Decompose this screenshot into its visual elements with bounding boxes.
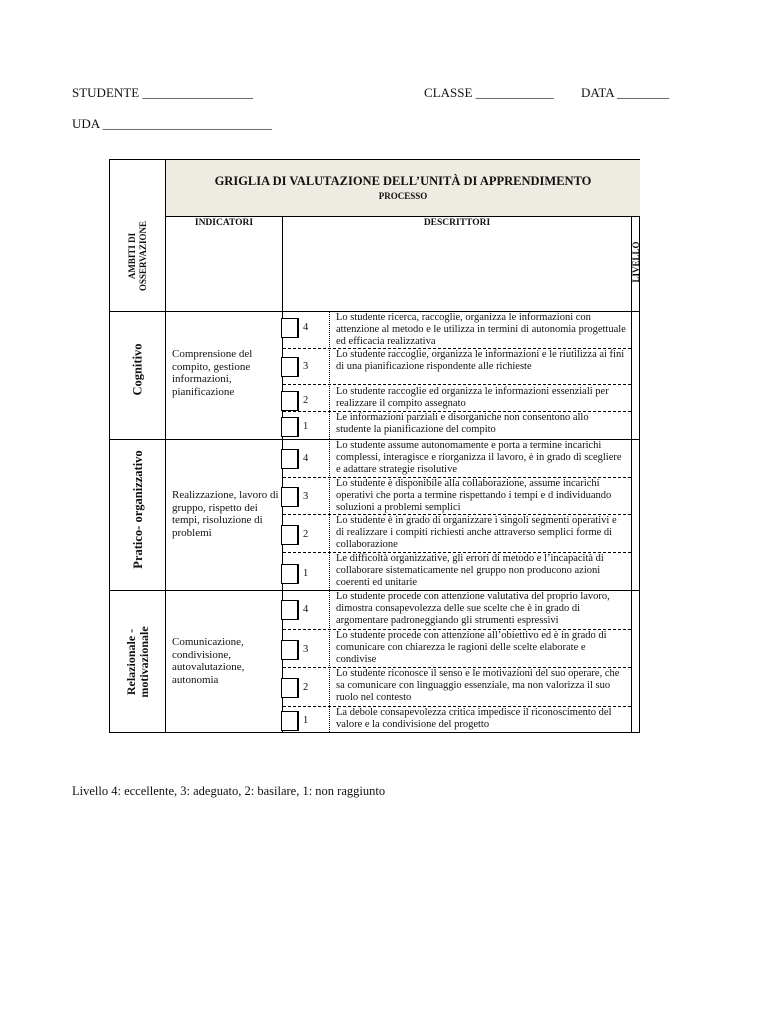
data-field: DATA ________ [581,85,670,100]
area-label-2 [125,596,151,728]
area-label-line: Relazionale - [124,628,138,696]
uda-field: UDA __________________________ [72,116,272,131]
level-number: 4 [303,322,309,333]
area-label-line: Cognitivo [130,343,145,396]
level-checkbox[interactable] [281,564,299,584]
area-label-line: Pratico- organizzativo [130,449,145,569]
descriptor-text: Lo studente è in grado di organizzare i singoli segmenti operativi e di realizzare i compiti richiesti anche attraverso semplici forme di collaborazione [336,515,617,550]
grid-subtitle: PROCESSO [378,191,428,201]
grid-title: GRIGLIA DI VALUTAZIONE DELL’UNITÀ DI APPRENDIMENTO [214,174,592,188]
level-checkbox[interactable] [281,678,299,698]
descriptor-text: Lo studente raccoglie ed organizza le informazioni essenziali per realizzare il compito assegnato [336,386,609,409]
studente-field: STUDENTE _________________ [72,85,253,100]
area-label-1 [132,439,145,580]
indicatori-header: INDICATORI [194,218,254,228]
descriptor-text: Lo studente è disponibile alla collaborazione, assume incarichi operativi che porta a termine rispettando i tempi e d individuando soluzioni a problemi semplici [336,478,612,513]
descriptor-text: Le informazioni parziali e disorganiche non consentono allo studente la pianificazione del compito [336,412,589,435]
level-checkbox[interactable] [281,640,299,660]
level-number: 1 [303,568,309,579]
level-number: 3 [303,361,309,372]
ambiti-header: AMBITI DI OSSERVAZIONE [127,220,148,292]
indicators-text: Comunicazione, condivisione, autovalutazione, autonomia [172,636,245,686]
area-label-line: motivazionale [137,626,151,698]
level-checkbox[interactable] [281,487,299,507]
level-number: 4 [303,453,309,464]
level-number: 4 [303,604,309,615]
descrittori-header: DESCRITTORI [423,218,491,228]
level-checkbox[interactable] [281,417,299,437]
level-checkbox[interactable] [281,525,299,545]
level-checkbox[interactable] [281,391,299,411]
level-legend: Livello 4: eccellente, 3: adeguato, 2: basilare, 1: non raggiunto [72,784,386,798]
level-checkbox[interactable] [281,600,299,620]
descriptor-text: Lo studente assume autonomamente e porta a termine incarichi complessi, interagisce e riorganizza il lavoro, è in grado di scegliere e adattare strategie risolutive [336,440,622,475]
evaluation-grid [109,159,640,733]
level-checkbox[interactable] [281,357,299,377]
descriptor-text: Lo studente procede con attenzione valutativa del proprio lavoro, dimostra consapevolezza delle sue scelte che è in grado di argomentare padroneggiando gli strumenti espressivi [336,591,610,626]
level-number: 1 [303,715,309,726]
level-number: 3 [303,491,309,502]
level-number: 1 [303,421,309,432]
level-checkbox[interactable] [281,318,299,338]
level-number: 2 [303,395,309,406]
descriptor-text: Le difficoltà organizzative, gli errori di metodo e l’incapacità di collaborare sistematicamente nel gruppo non producono azioni coerenti ed unitarie [336,553,604,588]
descriptor-text: La debole consapevolezza critica impedisce il riconoscimento del valore e la condivisione del progetto [336,707,612,730]
indicators-text: Realizzazione, lavoro di gruppo, rispetto dei tempi, risoluzione di problemi [172,489,279,539]
descriptor-text: Lo studente ricerca, raccoglie, organizza le informazioni con attenzione al metodo e le utilizza in termini di autonomia progettuale ed efficacia realizzativa [336,312,626,347]
classe-field: CLASSE ____________ [424,85,554,100]
livello-header: LIVELLO [631,241,641,283]
level-number: 2 [303,529,309,540]
level-checkbox[interactable] [281,711,299,731]
level-checkbox[interactable] [281,449,299,469]
indicators-text: Comprensione del compito, gestione informazioni, pianificazione [172,348,253,398]
level-divider [329,590,330,732]
area-label-0 [132,311,145,429]
descriptor-text: Lo studente raccoglie, organizza le informazioni e le riutilizza ai fini di una pianificazione rispondente alle richieste [336,349,625,372]
row-separator [283,384,631,385]
level-number: 2 [303,682,309,693]
level-divider [329,439,330,590]
descriptor-text: Lo studente riconosce il senso e le motivazioni del suo operare, che sa comunicare con linguaggio essenziale, ma non valorizza il suo ruolo nel contesto [336,668,620,703]
descriptor-text: Lo studente procede con attenzione all’obiettivo ed è in grado di comunicare con chiarezza le ragioni delle scelte elaborate e condivise [336,630,607,665]
level-number: 3 [303,644,309,655]
level-divider [329,311,330,439]
